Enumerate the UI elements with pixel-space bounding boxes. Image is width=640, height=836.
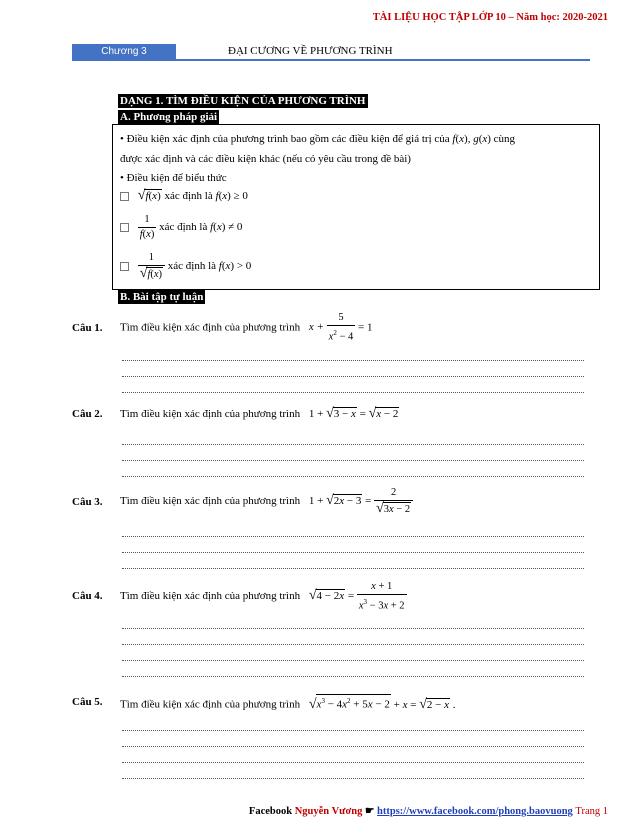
math-fx: f(x), g(x) bbox=[452, 133, 491, 145]
answer-line[interactable] bbox=[122, 644, 584, 645]
dang-title: DẠNG 1. TÌM ĐIỀU KIỆN CỦA PHƯƠNG TRÌNH bbox=[120, 95, 366, 107]
answer-line[interactable] bbox=[122, 628, 584, 629]
answer-line[interactable] bbox=[122, 552, 584, 553]
checkbox-icon bbox=[120, 223, 129, 232]
method-bullet-1: • Điều kiện xác định của phương trình bao gồm các điều kiện để giá trị của f(x), g(x) cùng bbox=[120, 133, 516, 145]
question-5-text: Tìm điều kiện xác định của phương trình $√x^3 - 4x^2 + 5x - 2 + x = √2 - x$ . bbox=[120, 694, 456, 713]
section-b-title: B. Bài tập tự luận bbox=[120, 291, 204, 303]
rule-fraction: $\frac{1}{f(x)}$ xác định là f(x) ≠ 0 bbox=[120, 214, 242, 241]
chapter-badge: Chương 3 bbox=[72, 44, 176, 60]
chapter-rule bbox=[72, 59, 590, 61]
question-4-label: Câu 4. bbox=[72, 590, 103, 602]
section-a-title: A. Phương pháp giải bbox=[120, 111, 218, 123]
answer-line[interactable] bbox=[122, 392, 584, 393]
facebook-link[interactable]: https://www.facebook.com/phong.baovuong bbox=[377, 806, 573, 817]
question-5-label: Câu 5. bbox=[72, 696, 103, 708]
rule-sqrt: √f(x) xác định là f(x) ≥ 0 bbox=[120, 189, 248, 203]
answer-line[interactable] bbox=[122, 444, 584, 445]
document-header: TÀI LIỆU HỌC TẬP LỚP 10 – Năm học: 2020-2021 bbox=[372, 12, 608, 23]
answer-line[interactable] bbox=[122, 376, 584, 377]
sqrt-icon: √ bbox=[139, 266, 148, 281]
rule-fraction-sqrt: $\frac{1}{√f(x)}$ xác định là f(x) > 0 bbox=[120, 252, 251, 281]
method-bullet-1-cont: được xác định và các điều kiện khác (nếu có yêu cầu trong đề bài) bbox=[120, 153, 411, 165]
answer-line[interactable] bbox=[122, 476, 584, 477]
checkbox-icon bbox=[120, 192, 129, 201]
answer-line[interactable] bbox=[122, 778, 584, 779]
sqrt-icon: √ bbox=[137, 188, 146, 203]
answer-line[interactable] bbox=[122, 460, 584, 461]
answer-line[interactable] bbox=[122, 568, 584, 569]
method-bullet-2: • Điều kiện để biểu thức bbox=[120, 172, 227, 184]
answer-line[interactable] bbox=[122, 660, 584, 661]
answer-line[interactable] bbox=[122, 360, 584, 361]
question-3-label: Câu 3. bbox=[72, 496, 103, 508]
page-footer: Facebook Nguyễn Vương ☛ https://www.facebook.com/phong.baovuong Trang 1 bbox=[248, 806, 608, 817]
question-3-text: Tìm điều kiện xác định của phương trình 1 + √2x − 3 = $\frac{2}{√3x - 2}$ bbox=[120, 484, 413, 518]
pointer-icon: ☛ bbox=[365, 806, 375, 817]
question-1-text: Tìm điều kiện xác định của phương trình x + $\frac{5}{x^2 - 4}$ = 1 bbox=[120, 312, 373, 343]
answer-line[interactable] bbox=[122, 676, 584, 677]
question-2-text: Tìm điều kiện xác định của phương trình 1 + √3 − x = √x − 2 bbox=[120, 406, 399, 421]
answer-line[interactable] bbox=[122, 730, 584, 731]
answer-line[interactable] bbox=[122, 746, 584, 747]
author-name: Nguyễn Vương bbox=[294, 806, 363, 817]
checkbox-icon bbox=[120, 262, 129, 271]
question-1-label: Câu 1. bbox=[72, 322, 103, 334]
question-2-label: Câu 2. bbox=[72, 408, 103, 420]
answer-line[interactable] bbox=[122, 536, 584, 537]
page-number: Trang 1 bbox=[575, 806, 608, 817]
chapter-title: ĐẠI CƯƠNG VỀ PHƯƠNG TRÌNH bbox=[228, 45, 393, 57]
answer-line[interactable] bbox=[122, 762, 584, 763]
question-4-text: Tìm điều kiện xác định của phương trình √4 − 2x = $\frac{x + 1}{x^3 - 3x + 2}$ bbox=[120, 580, 405, 612]
